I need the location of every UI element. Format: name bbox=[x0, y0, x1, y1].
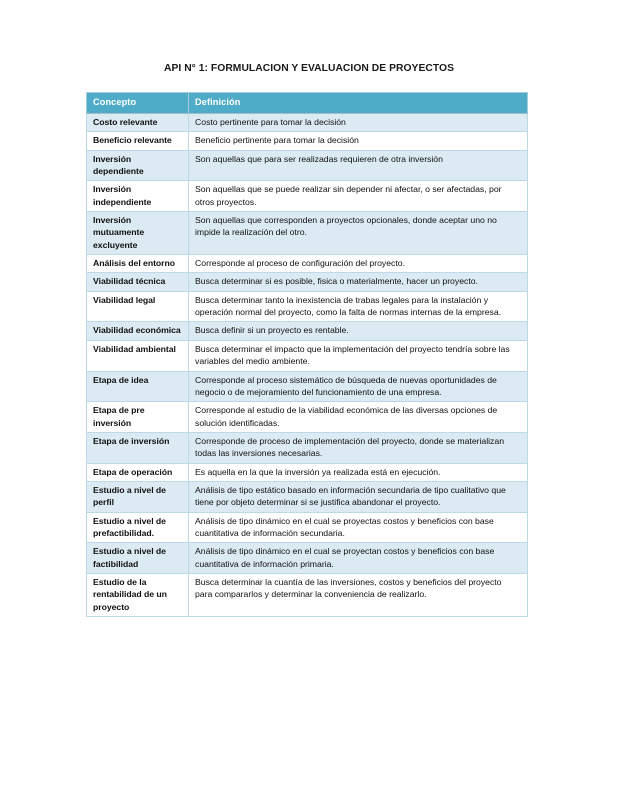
cell-concepto: Etapa de inversión bbox=[87, 432, 189, 463]
cell-definicion: Busca definir si un proyecto es rentable. bbox=[189, 322, 528, 340]
cell-definicion: Análisis de tipo estático basado en información secundaria de tipo cualitativo que tiene por objeto determinar si se justifica abandonar el proyecto. bbox=[189, 481, 528, 512]
cell-definicion: Análisis de tipo dinámico en el cual se proyectas costos y beneficios con base cuantitativa de información secundaria. bbox=[189, 512, 528, 543]
table-row bbox=[87, 432, 528, 463]
cell-concepto: Etapa de pre inversión bbox=[87, 402, 189, 433]
table-row bbox=[87, 132, 528, 150]
cell-definicion: Son aquellas que corresponden a proyectos opcionales, donde aceptar uno no impide la realización del otro. bbox=[189, 212, 528, 255]
cell-definicion: Busca determinar si es posible, fisica o materialmente, hacer un proyecto. bbox=[189, 273, 528, 291]
table-row bbox=[87, 181, 528, 212]
cell-definicion: Beneficio pertinente para tomar la decisión bbox=[189, 132, 528, 150]
cell-concepto: Costo relevante bbox=[87, 114, 189, 132]
cell-concepto: Viabilidad técnica bbox=[87, 273, 189, 291]
cell-definicion: Costo pertinente para tomar la decisión bbox=[189, 114, 528, 132]
cell-definicion: Corresponde de proceso de implementación del proyecto, donde se materializan todas las inversiones necesarias. bbox=[189, 432, 528, 463]
cell-definicion: Son aquellas que para ser realizadas requieren de otra inversión bbox=[189, 150, 528, 181]
concepts-table bbox=[86, 92, 528, 617]
table-row bbox=[87, 402, 528, 433]
table-row bbox=[87, 573, 528, 616]
cell-definicion: Análisis de tipo dinámico en el cual se proyectan costos y beneficios con base cuantitativa de información primaria. bbox=[189, 543, 528, 574]
table-header bbox=[87, 93, 528, 114]
table-row bbox=[87, 291, 528, 322]
cell-definicion: Son aquellas que se puede realizar sin depender ni afectar, o ser afectadas, por otros proyectos. bbox=[189, 181, 528, 212]
cell-definicion: Corresponde al proceso sistemático de búsqueda de nuevas oportunidades de negocio o de mejoramiento del funcionamiento de una empresa. bbox=[189, 371, 528, 402]
cell-concepto: Viabilidad ambiental bbox=[87, 340, 189, 371]
table-row bbox=[87, 150, 528, 181]
cell-concepto: Estudio a nivel de prefactibilidad. bbox=[87, 512, 189, 543]
table-header-row bbox=[87, 93, 528, 114]
table-row bbox=[87, 212, 528, 255]
cell-definicion: Corresponde al estudio de la viabilidad económica de las diversas opciones de solución identificadas. bbox=[189, 402, 528, 433]
concepts-table-container bbox=[86, 92, 527, 617]
cell-concepto: Inversión independiente bbox=[87, 181, 189, 212]
cell-concepto: Beneficio relevante bbox=[87, 132, 189, 150]
cell-concepto: Estudio a nivel de factibilidad bbox=[87, 543, 189, 574]
cell-definicion: Corresponde al proceso de configuración del proyecto. bbox=[189, 255, 528, 273]
cell-concepto: Viabilidad económica bbox=[87, 322, 189, 340]
cell-concepto: Viabilidad legal bbox=[87, 291, 189, 322]
cell-concepto: Inversión mutuamente excluyente bbox=[87, 212, 189, 255]
table-row bbox=[87, 371, 528, 402]
table-row bbox=[87, 255, 528, 273]
table-row bbox=[87, 463, 528, 481]
page-title: API N° 1: FORMULACION Y EVALUACION DE PROYECTOS bbox=[163, 63, 455, 74]
cell-concepto: Estudio a nivel de perfil bbox=[87, 481, 189, 512]
cell-concepto: Etapa de idea bbox=[87, 371, 189, 402]
column-header-concepto: Concepto bbox=[87, 93, 189, 114]
cell-definicion: Es aquella en la que la inversión ya realizada está en ejecución. bbox=[189, 463, 528, 481]
column-header-definicion: Definición bbox=[189, 93, 528, 114]
table-row bbox=[87, 322, 528, 340]
cell-definicion: Busca determinar el impacto que la implementación del proyecto tendría sobre las variables del medio ambiente. bbox=[189, 340, 528, 371]
cell-definicion: Busca determinar tanto la inexistencia de trabas legales para la instalación y operación normal del proyecto, como la falta de normas internas de la empresa. bbox=[189, 291, 528, 322]
cell-definicion: Busca determinar la cuantía de las inversiones, costos y beneficios del proyecto para compararlos y determinar la conveniencia de realizarlo. bbox=[189, 573, 528, 616]
cell-concepto: Etapa de operación bbox=[87, 463, 189, 481]
table-row bbox=[87, 114, 528, 132]
table-row bbox=[87, 340, 528, 371]
table-row bbox=[87, 273, 528, 291]
cell-concepto: Inversión dependiente bbox=[87, 150, 189, 181]
table-row bbox=[87, 543, 528, 574]
cell-concepto: Análisis del entorno bbox=[87, 255, 189, 273]
table-body bbox=[87, 114, 528, 617]
table-row bbox=[87, 481, 528, 512]
cell-concepto: Estudio de la rentabilidad de un proyecto bbox=[87, 573, 189, 616]
table-row bbox=[87, 512, 528, 543]
